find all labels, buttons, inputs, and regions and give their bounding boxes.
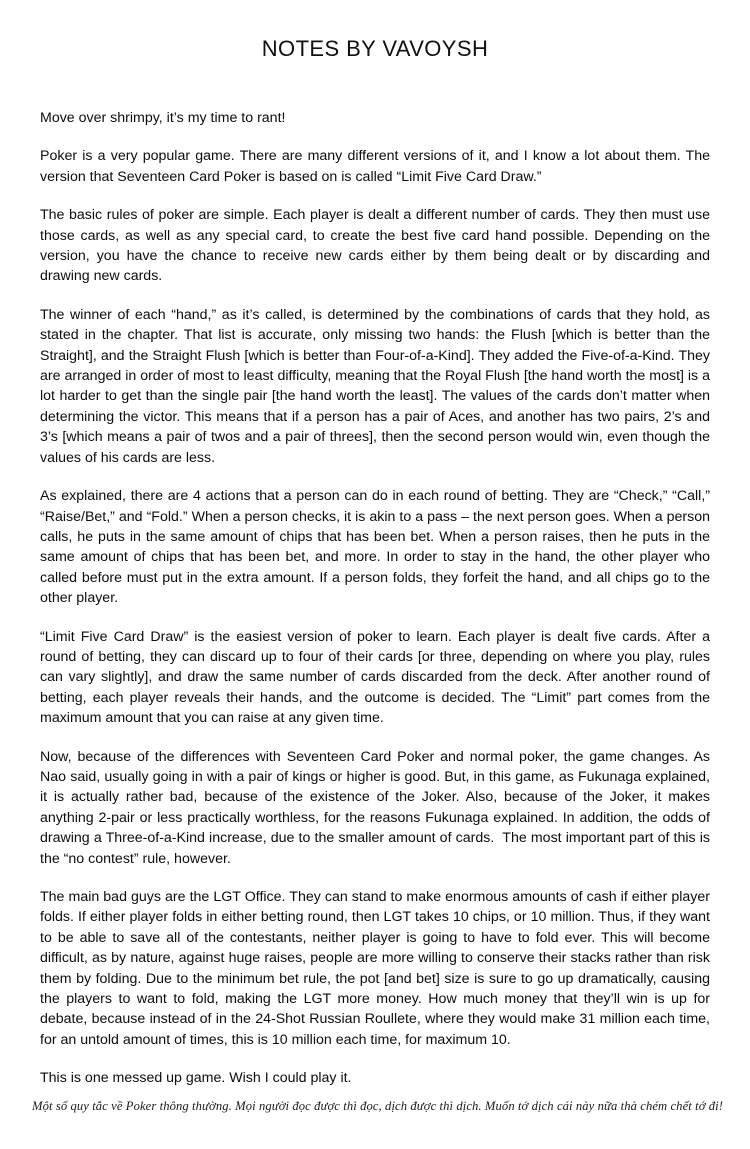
paragraph-popularity: Poker is a very popular game. There are many different versions of it, and I know a lot about them. The version that Seventeen Card Poker is based on is called “Limit Five Card Draw.” [40,148,714,185]
paragraph-betting-actions: As explained, there are 4 actions that a person can do in each round of betting. They are “Check,” “Call,” “Raise/Bet,” and “Fold.” When a person checks, it is akin to a pass – the next person goes. When a person calls, he puts in the same amount of chips that has been bet. When a person raises, then he puts in the same amount of chips that has been bet, and more. In order to stay in the hand, the other player who called before must put in the extra amount. If a person folds, they forfeit the hand, and all chips go to the other player. [40,488,714,607]
paragraph-hand-rankings: The winner of each “hand,” as it’s called, is determined by the combinations of cards that they hold, as stated in the chapter. That list is accurate, only missing two hands: the Flush [which is better than the Straight], and the Straight Flush [which is better than Four-of-a-Kind]. They added the Five-of-a-Kind. They are arranged in order of most to least difficulty, meaning that the Royal Flush [the hand worth the most] is a lot harder to get than the single pair [the hand worth the least]. The values of the cards don’t matter when determining the victor. This means that if a person has a pair of Aces, and another has two pairs, 2’s and 3’s [which means a pair of twos and a pair of threes], then the second person would win, even though the values of his cards are less. [40,306,714,466]
translator-note: Một số quy tắc về Poker thông thường. Mọi người đọc được thì đọc, dịch được thì dịch. Muốn tớ dịch cái này nữa thà chém chết tớ đi! [32,1099,724,1113]
paragraph-basic-rules: The basic rules of poker are simple. Each player is dealt a different number of cards. They then must use those cards, as well as any special card, to create the best five card hand possible. Depending on the version, you have the chance to receive new cards either by them being dealt or by discarding and drawing new cards. [40,207,714,285]
paragraph-limit-five-card-draw: “Limit Five Card Draw” is the easiest version of poker to learn. Each player is dealt five cards. After a round of betting, they can discard up to four of their cards [or three, depending on where you play, rules can vary slightly], and draw the same number of cards discarded from the deck. After another round of betting, each player reveals their hands, and the outcome is decided. The “Limit” part comes from the maximum amount that you can raise at any given time. [40,628,714,727]
paragraph-closing: This is one messed up game. Wish I could play it. [40,1070,352,1087]
paragraph-lgt-office: The main bad guys are the LGT Office. They can stand to make enormous amounts of cash if either player folds. If either player folds in either betting round, then LGT takes 10 chips, or 10 million. Thus, if they want to be able to save all of the contestants, neither player is going to have to fold ever. This will become difficult, as by nature, against huge raises, people are more willing to conserve their stacks rather than risk them by folding. Due to the minimum bet rule, the pot [and bet] size is sure to go up dramatically, causing the players to want to fold, making the LGT more money. How much money that they’ll win is up for debate, because instead of in the 24-Shot Russian Roullete, where they would make 31 million each time, for an untold amount of times, this is 10 million each time, for maximum 10. [40,889,714,1048]
paragraph-seventeen-card-differences: Now, because of the differences with Seventeen Card Poker and normal poker, the game changes. As Nao said, usually going in with a pair of kings or higher is good. But, in this game, as Fukunaga explained, it is actually rather bad, because of the existence of the Joker. Also, because of the Joker, it makes anything 2-pair or less practically worthless, for the reasons Fukunaga explained. In addition, the odds of drawing a Three-of-a-Kind increase, due to the smaller amount of cards. The most important part of this is the “no contest” rule, however. [40,748,714,867]
page-title: NOTES BY VAVOYSH [261,36,489,61]
paragraph-intro: Move over shrimpy, it’s my time to rant! [40,110,286,126]
document-body [40,108,714,1089]
